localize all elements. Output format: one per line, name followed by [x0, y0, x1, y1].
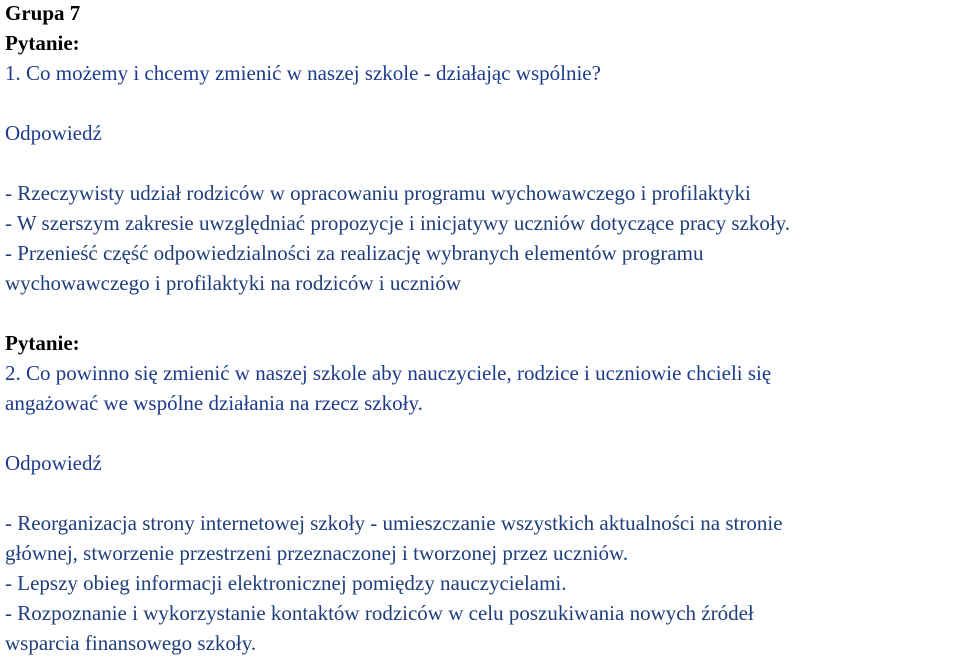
question-1-label: Pytanie:	[5, 31, 80, 55]
answer-1-item: wychowawczego i profilaktyki na rodziców i uczniów	[5, 271, 462, 295]
question-2-text: 2. Co powinno się zmienić w naszej szkole aby nauczyciele, rodzice i uczniowie chcieli się	[5, 361, 772, 385]
answer-2-label: Odpowiedź	[5, 451, 102, 475]
spacer	[5, 478, 955, 508]
group-title: Grupa 7	[5, 1, 81, 25]
answer-2-item: - Rozpoznanie i wykorzystanie kontaktów rodziców w celu poszukiwania nowych źródeł	[5, 601, 754, 625]
spacer	[5, 418, 955, 448]
answer-2-item: wsparcia finansowego szkoły.	[5, 631, 257, 655]
answer-1-item: - W szerszym zakresie uwzględniać propozycje i inicjatywy uczniów dotyczące pracy szkoły.	[5, 211, 791, 235]
answer-2-item: - Reorganizacja strony internetowej szkoły - umieszczanie wszystkich aktualności na stronie	[5, 511, 783, 535]
spacer	[5, 88, 955, 118]
answer-1-item: - Rzeczywisty udział rodziców w opracowaniu programu wychowawczego i profilaktyki	[5, 181, 751, 205]
question-1-text: 1. Co możemy i chcemy zmienić w naszej szkole - działając wspólnie?	[5, 61, 601, 85]
spacer	[5, 148, 955, 178]
document-page	[5, 0, 955, 658]
question-2-text: angażować we wspólne działania na rzecz szkoły.	[5, 391, 423, 415]
answer-2-item: - Lepszy obieg informacji elektronicznej pomiędzy nauczycielami.	[5, 571, 567, 595]
spacer	[5, 298, 955, 328]
answer-1-item: - Przenieść część odpowiedzialności za realizację wybranych elementów programu	[5, 241, 704, 265]
answer-2-item: głównej, stworzenie przestrzeni przeznaczonej i tworzonej przez uczniów.	[5, 541, 629, 565]
question-2-label: Pytanie:	[5, 331, 80, 355]
answer-1-label: Odpowiedź	[5, 121, 102, 145]
